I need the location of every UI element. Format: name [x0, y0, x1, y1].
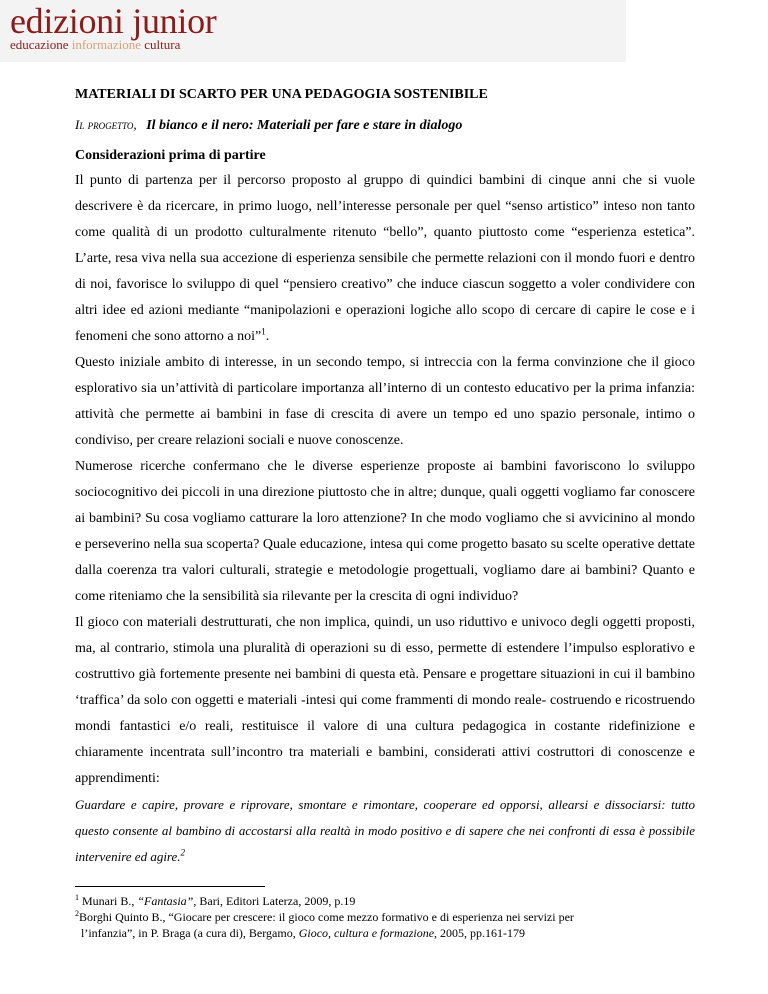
- header-band: [0, 0, 626, 62]
- document-body: [75, 86, 695, 941]
- footnote-2-line-1: Borghi Quinto B., “Giocare per crescere: il gioco come mezzo formativo e di esperienza nei servizi per: [79, 910, 574, 924]
- paragraph-4: Il gioco con materiali destrutturati, che non implica, quindi, un uso riduttivo e univoco degli oggetti proposti, ma, al contrario, stimola una pluralità di operazioni su di esso, permette di estendere l’impulso esplorativo e costruttivo già fortemente presente nei bambini di questa età. Pensare e progettare situazioni in cui il bambino ‘traffica’ da solo con oggetti e materiali -intesi qui come frammenti di mondo reale- costruendo e ricostruendo mondi fantastici e/o reali, restituisce il valore di una cultura pedagogica in costante ridefinizione e chiaramente incentrata sull’incontro tra materiali e bambini, considerati attivi costruttori di conoscenze e apprendimenti:: [75, 615, 695, 786]
- footnote-2-title: Gioco, cultura e formazione,: [298, 926, 438, 940]
- footnote-ref-2[interactable]: 2: [180, 847, 186, 858]
- tagline-word-educazione: educazione: [10, 37, 69, 52]
- footnotes: [75, 893, 695, 941]
- footnote-ref-1[interactable]: 1: [261, 326, 266, 337]
- footnote-2: [75, 909, 695, 925]
- project-line: [75, 116, 695, 135]
- footnote-2-line-2b: 2005, pp.161-179: [437, 926, 526, 940]
- document-title: MATERIALI DI SCARTO PER UNA PEDAGOGIA SOSTENIBILE: [75, 87, 488, 102]
- paragraph-1-text: Il punto di partenza per il percorso proposto al gruppo di quindici bambini di cinque anni che si vuole descrivere è da ricercare, in primo luogo, nell’interesse personale per quel “senso artistico” inteso non tanto come qualità di un prodotto culturalmente ritenuto “bello”, quanto piuttosto come “esperienza estetica”. L’arte, resa viva nella sua accezione di esperienza sensibile che permette relazioni con il mondo fuori e dentro di noi, favorisce lo sviluppo di quel “pensiero creativo” che induce ciascun soggetto a voler condividere con altri idee ed azioni mediante “manipolazioni e operazioni logiche allo scopo di cercare di capire le cose e i fenomeni che sono attorno a noi”: [75, 173, 695, 344]
- footnote-divider: [75, 886, 265, 887]
- footnote-1-title: “Fantasia”: [137, 894, 194, 908]
- quote-text: Guardare e capire, provare e riprovare, smontare e rimontare, cooperare ed opporsi, allearsi e dissociarsi: tutto questo consente al bambino di accostarsi alla realtà in modo positivo e di sapere che nei confronti di essa è possibile intervenire ed agire.: [75, 797, 695, 864]
- project-label: Il progetto,: [75, 117, 137, 132]
- footnote-2-line-2a: l’infanzia”, in P. Braga (a cura di), Bergamo,: [81, 926, 299, 940]
- body-text: [75, 168, 695, 792]
- paragraph-1-end: .: [265, 329, 270, 344]
- footnote-2-number: 2: [75, 909, 79, 918]
- paragraph-2: Questo iniziale ambito di interesse, in un secondo tempo, si intreccia con la ferma convinzione che il gioco esplorativo sia un’attività di particolare importanza all’interno di un contesto educativo per la prima infanzia: attività che permette ai bambini in fase di crescita di avere un tempo ed uno spazio personale, intimo o condiviso, per creare relazioni sociali e nuove conoscenze.: [75, 355, 695, 448]
- paragraph-3: Numerose ricerche confermano che le diverse esperienze proposte ai bambini favoriscono lo sviluppo sociocognitivo dei piccoli in una direzione piuttosto che in altre; dunque, quali oggetti vogliamo far conoscere ai bambini? Su cosa vogliamo catturare la loro attenzione? In che modo vogliamo che si avvicinino al mondo e perseverino nella sua scoperta? Quale educazione, intesa qui come progetto basato su scelte operative dettate dalla coerenza tra valori culturali, strategie e metodologie progettuali, vogliamo dare ai bambini? Quanto e come riteniamo che la sensibilità sia rilevante per la crescita di ogni individuo?: [75, 459, 695, 604]
- footnote-1-author: Munari B.,: [82, 894, 138, 908]
- footnote-1-number: 1: [75, 893, 79, 902]
- logo-title: edizioni junior: [10, 1, 217, 41]
- footnote-2-continued: [75, 925, 695, 941]
- tagline-word-cultura: cultura: [144, 37, 181, 52]
- footnote-1: [75, 893, 695, 909]
- section-heading: Considerazioni prima di partire: [75, 148, 266, 163]
- publisher-logo[interactable]: [10, 2, 216, 52]
- footnote-1-rest: , Bari, Editori Laterza, 2009, p.19: [193, 894, 356, 908]
- project-title: Il bianco e il nero: Materiali per fare e stare in dialogo: [146, 118, 463, 133]
- paragraph-1: [75, 168, 695, 350]
- tagline-word-informazione: informazione: [71, 37, 142, 52]
- block-quote: [75, 792, 695, 870]
